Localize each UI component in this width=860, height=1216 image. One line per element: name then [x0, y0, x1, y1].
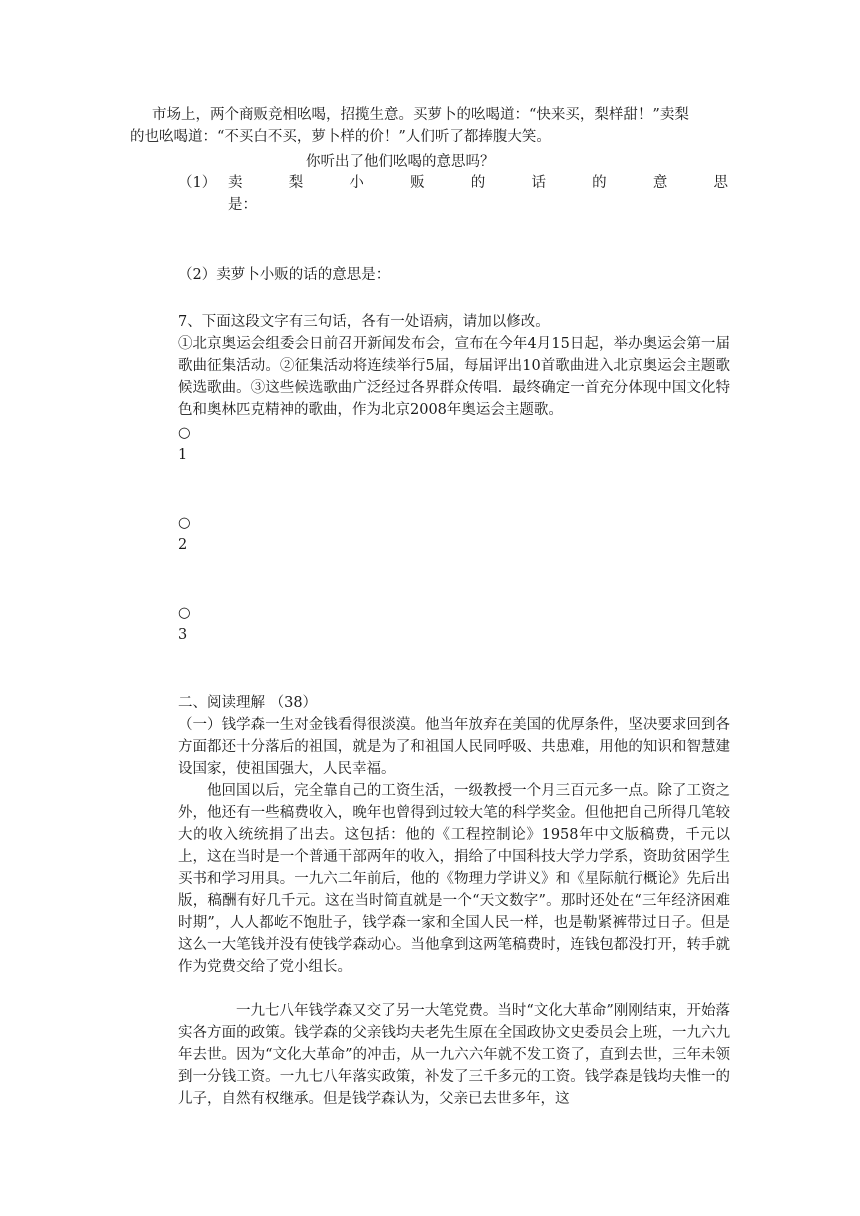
- reading-paragraph-2: 他回国以后，完全靠自己的工资生活，一级教授一个月三百元多一点。除了工资之外，他还有一些稿费收入，晚年也曾得到过较大笔的科学奖金。但他把自己所得几笔较大的收入统统捐了出去。这包括：他的《工程控制论》1958年中文版稿费，千元以上，这在当时是一个普通干部两年的收入，捐给了中国科技大学力学系，资助贫困学生买书和学习用具。一九六二年前后，他的《物理力学讲义》和《星际航行概论》先后出版，稿酬有好几千元。这在当时简直就是一个“天文数字”。那时还处在“三年经济困难时期”，人人都屹不饱肚子，钱学森一家和全国人民一样，也是勒紧裤带过日子。但是这么一大笔钱并没有使钱学森动心。当他拿到这两笔稿费时，连钱包都没打开，转手就作为党费交给了党小组长。: [178, 783, 730, 975]
- answer-2: [178, 512, 191, 556]
- answer-circle: ○: [178, 605, 191, 621]
- section-2-heading: 二、阅读理解 （38）: [178, 695, 318, 711]
- answer-number: 2: [178, 537, 188, 553]
- sub-question-1-number: （1）: [178, 175, 217, 191]
- answer-number: 1: [178, 447, 188, 463]
- sub-question-1-tail: 是：: [228, 197, 257, 213]
- answer-1: [178, 422, 191, 466]
- char: 卖: [228, 175, 243, 191]
- char: 贩: [410, 175, 425, 191]
- char: 梨: [288, 175, 304, 191]
- char: 思: [713, 175, 728, 191]
- answer-3: [178, 602, 191, 646]
- sub-question-2: （2）卖萝卜小贩的话的意思是：: [178, 267, 391, 283]
- sub-question-1-text: [228, 172, 728, 194]
- answer-circle: ○: [178, 425, 191, 441]
- char: 的: [592, 175, 607, 191]
- intro-paragraph: [130, 104, 730, 148]
- question-7-title: 7、下面这段文字有三句话，各有一处语病，请加以修改。: [178, 314, 550, 330]
- reading-paragraph-3: 一九七八年钱学森又交了另一大笔党费。当时“文化大革命”刚刚结束，开始落实各方面的政策。钱学森的父亲钱均夫老先生原在全国政协文史委员会上班，一九六九年去世。因为“文化大革命”的冲击，从一九六六年就不发工资了，直到去世，三年未领到一分钱工资。一九七八年落实政策，补发了三千多元的工资。钱学森是钱均夫惟一的儿子，自然有权继承。但是钱学森认为，父亲已去世多年，这: [178, 1003, 730, 1107]
- intro-line-2: 的也吆喝道：“不买白不买，萝卜样的价！”人们听了都捧腹大笑。: [130, 129, 551, 145]
- reading-paragraph-1: （一）钱学森一生对金钱看得很淡漠。他当年放弃在美国的优厚条件，坚决要求回到各方面都还十分落后的祖国，就是为了和祖国人民同呼吸、共患难，用他的知识和智慧建设国家，使祖国强大，人民幸福。: [178, 717, 730, 777]
- char: 的: [470, 175, 486, 191]
- question-7: [178, 311, 730, 421]
- question-7-body: ①北京奥运会组委会日前召开新闻发布会，宣布在今年4月15日起，举办奥运会第一届歌曲征集活动。②征集活动将连续举行5届，每届评出10首歌曲进入北京奥运会主题歌候选歌曲。③这些候选歌曲广泛经过各界群众传唱．最终确定一首充分体现中国文化特色和奥林匹克精神的歌曲，作为北京2008年奥运会主题歌。: [178, 336, 730, 418]
- char: 话: [531, 175, 546, 191]
- answer-circle: ○: [178, 515, 191, 531]
- char: 小: [349, 175, 364, 191]
- sub-question-1: [178, 172, 728, 216]
- char: 意: [652, 175, 668, 191]
- intro-line-1: 市场上，两个商贩竞相吆喝，招揽生意。买萝卜的吆喝道：“快来买，梨样甜！”卖梨: [152, 107, 689, 123]
- answer-number: 3: [178, 627, 188, 643]
- intro-question: 你听出了他们吆喝的意思吗？: [306, 154, 495, 170]
